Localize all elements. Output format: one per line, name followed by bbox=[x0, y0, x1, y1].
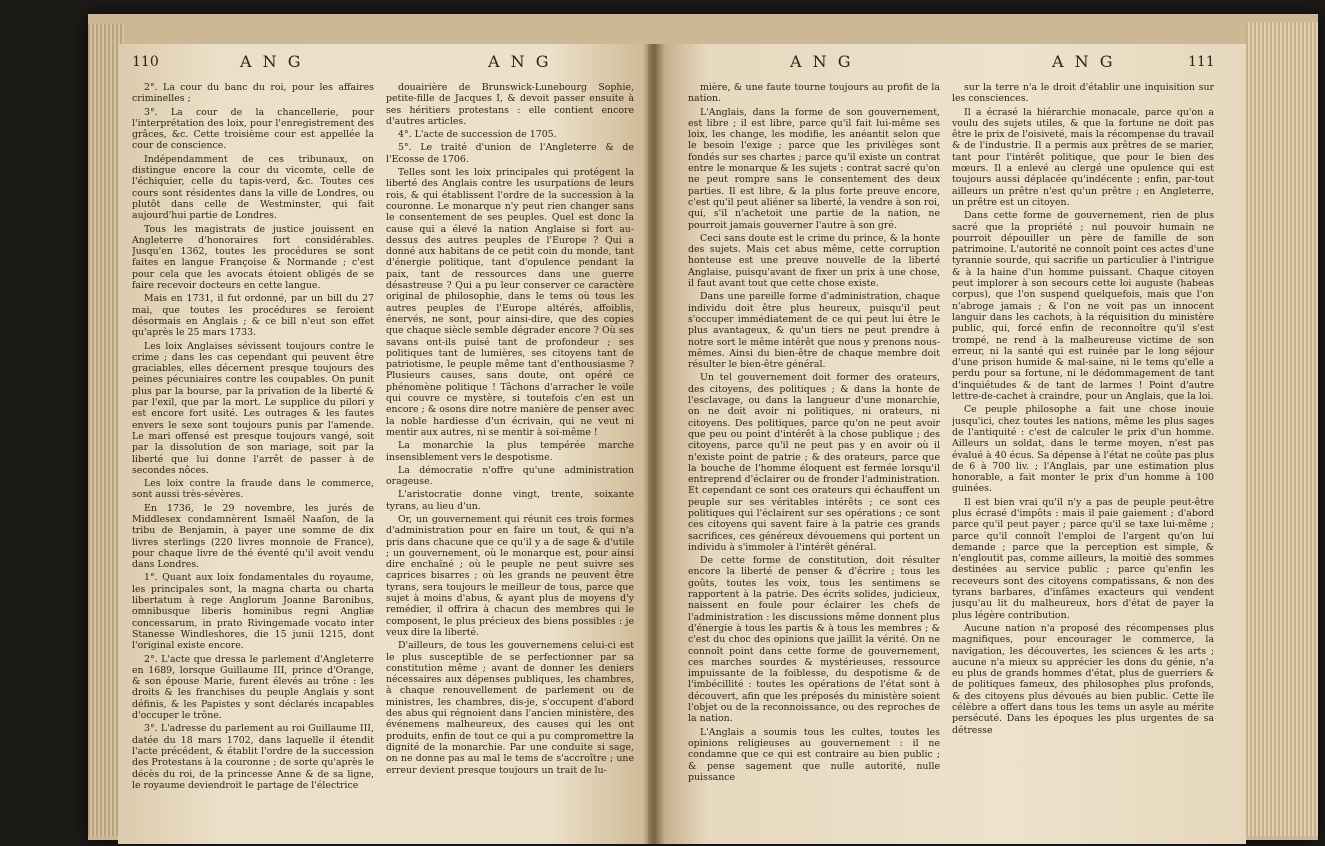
paragraph: 2°. L'acte que dressa le parlement d'Angleterre en 1689, lorsque Guillaume III, prince d'Orange, & son épouse Marie, furent élevés au trône : les droits & les franchises du peuple Anglais y sont définis, & les Papistes y sont déclarés incapables d'occuper le trône. bbox=[132, 653, 374, 722]
paragraph: Dans une pareille forme d'administration, chaque individu doit être plus heureux, puisqu'il peut s'occuper immédiatement de ce qui peut lui être le plus avantageux, & qu'un tiers ne peut prendre à notre sort le même intérêt que nous y prenons nous-mêmes. Ainsi du bien-être de chaque membre doit résulter le bien-être général. bbox=[688, 291, 940, 371]
book-gutter bbox=[643, 44, 665, 844]
paragraph: L'Anglais a soumis tous les cultes, toutes les opinions religieuses au gouvernement : il ne condamne que ce qui est contraire au bien public ; & pense sagement que nulle autorité, nulle puissance bbox=[688, 726, 940, 783]
text-column-1 bbox=[132, 82, 374, 812]
paragraph: Mais en 1731, il fut ordonné, par un bill du 27 mai, que toutes les procédures se feroient désormais en Anglais ; & ce bill n'eut son effet qu'après le 25 mars 1733. bbox=[132, 293, 374, 339]
paragraph: 3°. L'adresse du parlement au roi Guillaume III, datée du 18 mars 1702, dans laquelle il étendit l'acte précédent, & établit l'ordre de la succession des Protestans à la couronne ; de sorte qu'après le décès du roi, de la princesse Anne & de sa ligne, le royaume deviendroit le partage de l'électrice bbox=[132, 723, 374, 791]
paragraph: Il est bien vrai qu'il n'y a pas de peuple peut-être plus écrasé d'impôts : mais il paie gaiement ; d'abord parce qu'il peut payer ; parce qu'il se taxe lui-même ; parce qu'il connoît l'emploi de l'argent qu'on lui demande ; parce que la perception est simple, & n'engloutit pas, comme ailleurs, la moitié des sommes destinées au service public ; parce qu'enfin les receveurs sont des citoyens compatissans, & non des tyrans barbares, d'infâmes exacteurs qui vendent jusqu'au lit du malheureux, hors d'état de payer la plus légère contribution. bbox=[952, 496, 1214, 621]
running-header: A N G bbox=[240, 52, 304, 71]
paragraph: La démocratie n'offre qu'une administration orageuse. bbox=[386, 464, 634, 488]
paragraph: La monarchie la plus tempérée marche insensiblement vers le despotisme. bbox=[386, 440, 634, 463]
paragraph: Les loix contre la fraude dans le commerce, sont aussi très-sévères. bbox=[132, 478, 374, 501]
paragraph: Tous les magistrats de justice jouissent en Angleterre d'honoraires fort considérables. Jusqu'en 1362, toutes les procédures se sont faites en langue Françoise & Normande ; c'est pour cela que les avocats étoient obligés de se faire recevoir docteurs en cette langue. bbox=[132, 223, 374, 292]
paragraph: sur la terre n'a le droit d'établir une inquisition sur les consciences. bbox=[952, 82, 1214, 105]
open-book bbox=[88, 14, 1318, 840]
text-column-1 bbox=[688, 82, 940, 812]
paragraph: L'Anglais, dans la forme de son gouvernement, est libre ; il est libre, parce qu'il fait lui-même ses loix, les change, les modifie, les anéantit selon que le besoin l'exige ; parce que les privilèges sont fondés sur ses chartes ; parce qu'il existe un contrat entre le monarque & les sujets : contrat sacré qu'on ne peut rompre sans le consentement des deux parties. Il est libre, & la plus forte preuve encore, c'est qu'il peut aliéner sa liberté, la vendre à son roi, qui, s'il n'achetoit une partie de la nation, ne pourroit jamais gouverner l'autre à son gré. bbox=[688, 106, 940, 231]
paragraph: 3°. La cour de la chancellerie, pour l'interprétation des loix, pour l'enregistrement des grâces, &c. Cette troisième cour est appellée la cour de conscience. bbox=[132, 106, 374, 152]
paragraph: douairière de Brunswick-Lunebourg Sophie, petite-fille de Jacques I, & devoit passer ensuite à ses héritiers protestans : elle contient encore d'autres articles. bbox=[386, 82, 634, 127]
paragraph: D'ailleurs, de tous les gouvernemens celui-ci est le plus susceptible de se perfectionner par sa constitution même ; avant de donner les deniers nécessaires aux dépenses publiques, les chambres, à chaque renouvellement de parlement ou de ministres, les chambres, dis-je, s'occupent d'abord des abus qui régnoient dans l'ancien ministère, des événemens malheureux, des causes qui les ont produits, enfin de tout ce qui a pu compromettre la dignité de la monarchie. Par une conduite si sage, on ne donne pas au mal le tems de s'accroître ; une erreur devient presque toujours un trait de lu- bbox=[386, 640, 634, 776]
paragraph: Dans cette forme de gouvernement, rien de plus sacré que la propriété ; nul pouvoir humain ne pourroit dépouiller un père de famille de son patrimoine. L'autorité ne connoît point ces actes d'une tyrannie sourde, qui sacrifie un particulier à l'intrigue & à la haine d'un homme puissant. Chaque citoyen peut implorer à son secours cette loi auguste (habeas corpus), que l'on suspend quelquefois, mais que l'on n'abroge jamais ; & l'on ne voit pas un innocent languir dans les cachots, à la réquisition du ministère public, qui, forcé enfin de reconnoître qu'il s'est trompé, ne rend à la malheureuse victime de son erreur, ni la santé qui est ruinée par le long séjour d'une prison humide & mal-saine, ni le tems qu'elle a perdu pour sa fortune, ni le dédommagement de tant d'inquiétudes & de tant de larmes ! Point d'autre lettre-de-cachet à craindre, pour un Anglais, que la loi. bbox=[952, 210, 1214, 403]
paragraph: Or, un gouvernement qui réunit ces trois formes d'administration pour en faire un tout, & qui n'a pris dans chacune que ce qu'il y a de sage & d'utile ; un gouvernement, où le monarque est, pour ainsi dire enchaîné ; où le peuple ne peut suivre ses caprices bisarres ; où les grands ne peuvent être tyrans, sera toujours le meilleur de tous, parce que sujet à moins d'abus, & ayant plus de moyens d'y remédier, il offrira à chacun des membres qui le composent, le plus précieux des biens possibles : je veux dire la liberté. bbox=[386, 513, 634, 638]
paragraph: 1°. Quant aux loix fondamentales du royaume, les principales sont, la magna charta ou charta libertatum à rege Anglorum Joanne Baronibus, omnibusque liberis hominibus regni Angliæ concessarum, in prato Rivingemade vocato inter Stanesse Windleshores, die 15 junii 1215, dont l'original existe encore. bbox=[132, 572, 374, 652]
running-header: A N G bbox=[790, 52, 854, 71]
paragraph: 5°. Le traité d'union de l'Angleterre & de l'Ecosse de 1706. bbox=[386, 142, 634, 165]
paragraph: En 1736, le 29 novembre, les jurés de Middlesex condamnèrent Ismaël Naaſon, de la tribu de Benjamin, à payer une somme de dix livres sterlings (220 livres monnoie de France), pour chaque livre de thé éventé qu'il avoit vendu dans Londres. bbox=[132, 502, 374, 571]
running-header: A N G bbox=[1052, 52, 1116, 71]
right-page bbox=[648, 44, 1246, 844]
paragraph: mière, & une faute tourne toujours au profit de la nation. bbox=[688, 82, 940, 105]
paragraph: Aucune nation n'a proposé des récompenses plus magnifiques, pour encourager le commerce, la navigation, les découvertes, les sciences & les arts ; aucune n'a mieux su apprécier les dons du génie, n'a eu plus de grands hommes d'état, plus de guerriers & de politiques fameux, des philosophes plus profonds, & des citoyens plus dévoués au bien public. Cette île célèbre a offert dans tous les tems un asyle au mérite persécuté. Dans les époques les plus urgentes de sa détresse bbox=[952, 622, 1214, 736]
text-column-2 bbox=[386, 82, 634, 812]
paragraph: Telles sont les loix principales qui protégent la liberté des Anglais contre les usurpations de leurs rois, & qui établissent l'ordre de la succession à la couronne. Le monarque n'y peut rien changer sans le consentement de ses peuples. Quel est donc la cause qui a élevé la nation Anglaise si fort au-dessus des autres peuples de l'Europe ? Qui a donné aux habitans de ce petit coin du monde, tant d'énergie politique, tant d'opulence pendant la paix, tant de ressources dans une guerre désastreuse ? Qui a pu leur conserver ce caractère original de philosophie, dans le tems où tous les autres peuples de l'Europe altérés, affoiblis, énervés, ne sont, pour ainsi-dire, que des copies que chaque siècle semble dégrader encore ? Où ses savans ont-ils puisé tant de profondeur ; ses politiques tant de lumières, ses citoyens tant de patriotisme, le peuple même tant d'enthousiasme ? Plusieurs causes, sans doute, ont opéré ce phénomène politique ! Tâchons d'arracher le voile qui couvre ce mystère, si toutefois c'en est un encore ; & osons dire notre manière de penser avec la noble hardiesse d'un écrivain, qui ne veut ni mentir aux autres, ni se mentir à soi-même ! bbox=[386, 167, 634, 438]
paragraph: De cette forme de constitution, doit résulter encore la liberté de penser & d'écrire ; tous les goûts, toutes les voix, tous les sentimens se rapportent à la patrie. Des écrits solides, judicieux, naissent en foule pour éclairer les chefs de l'administration : les discussions même donnent plus d'énergie à tous les partis & à tous les membres ; & c'est du choc des opinions que jaillit la vérité. On ne connoît point dans cette forme de gouvernement, ces marches sourdes & mystérieuses, ressource impuissante de la foiblesse, du despotisme & de l'imbécillité : toutes les opérations de l'état sont à découvert, afin que les préposés du ministère soient l'objet ou de la reconnoissance, ou des reproches de la nation. bbox=[688, 555, 940, 725]
paragraph: Indépendamment de ces tribunaux, on distingue encore la cour du vicomte, celle de l'échiquier, celle du tapis-verd, &c. Toutes ces cours sont résidentes dans la ville de Londres, ou plutôt dans celle de Westminster, qui fait aujourd'hui partie de Londres. bbox=[132, 153, 374, 222]
left-page bbox=[118, 44, 658, 844]
paragraph: 4°. L'acte de succession de 1705. bbox=[398, 129, 557, 141]
paragraph: Les loix Anglaises sévissent toujours contre le crime ; dans les cas cependant qui peuvent être graciables, elles décernent presque toujours des peines pécuniaires contre les coupables. On punit plus par la bourse, par la privation de la liberté & par l'exil, que par la mort. Le supplice du pilori y est encore fort usité. Les outrages & les fautes envers le sexe sont toujours punis par l'amende. Le mari offensé est presque toujours vangé, soit par la dissolution de son mariage, soit par la liberté que lui donne l'arrêt de passer à de secondes nôces. bbox=[132, 340, 374, 476]
paragraph: 2°. La cour du banc du roi, pour les affaires criminelles ; bbox=[132, 82, 374, 105]
page-number: 111 bbox=[1188, 54, 1215, 70]
paragraph: L'aristocratie donne vingt, trente, soixante tyrans, au lieu d'un. bbox=[386, 489, 634, 512]
text-column-2 bbox=[952, 82, 1214, 812]
paragraph: Il a écrasé la hiérarchie monacale, parce qu'on a voulu des sujets utiles, & que la fortune ne doit pas être le prix de l'oisiveté, mais la récompense du travail & de l'industrie. Il a permis aux prêtres de se marier, tant pour l'intérêt politique, que pour le bien des mœurs. Il a enlevé au clergé une opulence qui est toujours aussi déplacée qu'indécente ; enfin, par-tout ailleurs un prêtre n'est qu'un prêtre ; en Angleterre, un prêtre est un citoyen. bbox=[952, 106, 1214, 208]
page-number: 110 bbox=[132, 54, 159, 70]
paragraph: Un tel gouvernement doit former des orateurs, des citoyens, des politiques ; & dans la honte de l'esclavage, ou dans la langueur d'une monarchie, on ne doit avoir ni politiques, ni orateurs, ni citoyens. Des politiques, parce qu'on ne peut avoir que peu ou point d'intérêt à la chose publique ; des citoyens, parce qu'il ne peut pas y en avoir où il n'existe point de patrie ; & des orateurs, parce que la bouche de l'homme éloquent est fermée lorsqu'il entreprend d'éclairer ou de fronder l'administration. Et cependant ce sont ces orateurs qui échauffent un peuple sur ses véritables intérêts ; ce sont ces politiques qui l'éclairent sur ses opérations ; ce sont ces citoyens qui savent faire à la patrie ces grands sacrifices, ces généreux dévouemens qui portent un individu à s'immoler à l'intérêt général. bbox=[688, 372, 940, 553]
paragraph: Ce peuple philosophe a fait une chose inouie jusqu'ici, chez toutes les nations, même les plus sages de l'antiquité : c'est de calculer le prix d'un homme. Ailleurs un soldat, dans le terme moyen, n'est pas évalué à 40 écus. Sa dépense à l'état ne coûte pas plus de 6 à 700 liv. ; l'Anglais, par une estimation plus honorable, a fait monter le prix d'un homme à 100 guinées. bbox=[952, 404, 1214, 495]
page-edges-right bbox=[1246, 22, 1318, 836]
paragraph: Ceci sans doute est le crime du prince, & la honte des sujets. Mais cet abus même, cette corruption honteuse est une preuve nouvelle de la liberté Anglaise, puisqu'avant de fixer un prix à une chose, il faut avant tout que cette chose existe. bbox=[688, 232, 940, 290]
running-header: A N G bbox=[488, 52, 552, 71]
